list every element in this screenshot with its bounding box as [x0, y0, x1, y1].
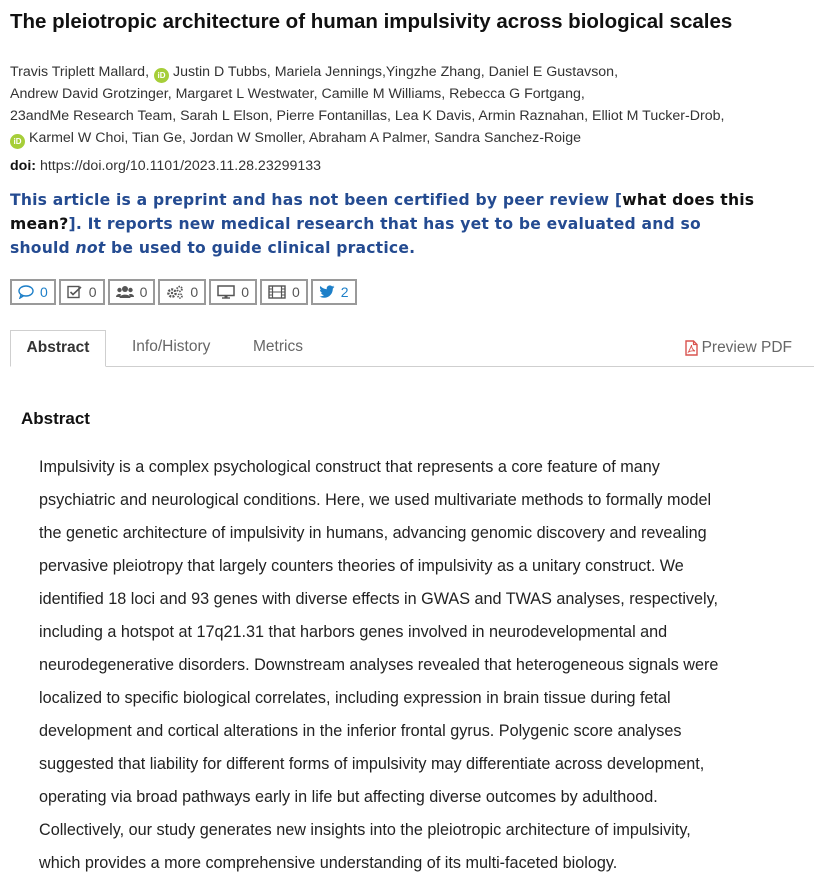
abstract-line: neurodegenerative disorders. Downstream analyses revealed that heterogeneous signals were — [39, 656, 719, 674]
doi — [10, 155, 321, 177]
community-button[interactable] — [108, 279, 156, 305]
checkbox-icon — [67, 285, 83, 299]
abstract-line: Impulsivity is a complex psychological construct that represents a core feature of many — [39, 458, 660, 476]
abstract-line: suggested that liability for different forms of impulsivity may differentiate across development, — [39, 755, 705, 773]
tab-metrics[interactable]: Metrics — [253, 338, 303, 355]
abstract-line: Collectively, our study generates new insights into the pleiotropic architecture of impulsivity, — [39, 821, 691, 839]
abstract-heading: Abstract — [21, 409, 90, 428]
comments-count: 0 — [40, 284, 48, 300]
preview-pdf-button[interactable] — [685, 330, 792, 366]
film-icon — [268, 285, 286, 299]
tab-info-history[interactable]: Info/History — [132, 338, 211, 355]
media-button[interactable] — [209, 279, 257, 305]
abstract-body — [39, 451, 809, 880]
doi-link[interactable]: https://doi.org/10.1101/2023.11.28.23299133 — [39, 158, 322, 174]
pdf-file-icon — [685, 340, 698, 356]
reviews-count: 0 — [88, 284, 97, 300]
video-button[interactable] — [260, 279, 308, 305]
abstract-line: which provides a more comprehensive understanding of its multi-faceted biology. — [39, 854, 618, 872]
community-count: 0 — [139, 284, 148, 300]
article-tabs — [10, 330, 814, 367]
orcid-icon[interactable]: iD — [10, 134, 25, 149]
doi-label: doi: — [10, 158, 36, 174]
notice-text: ]. It reports new medical research that has yet to be evaluated and so — [68, 215, 701, 233]
abstract-line: development and cortical alterations in the inferior frontal gyrus. Polygenic score analyses — [39, 722, 682, 740]
automated-count: 0 — [190, 284, 199, 300]
twitter-count: 2 — [340, 284, 349, 300]
users-icon — [116, 285, 134, 299]
notice-emphasis: not — [75, 239, 106, 257]
orcid-icon[interactable]: iD — [154, 68, 169, 83]
twitter-icon — [319, 285, 335, 299]
author-text[interactable]: Andrew David Grotzinger, Margaret L Westwater, Camille M Williams, Rebecca G Fortgang, — [10, 86, 585, 102]
notice-text: This article is a preprint and has not been certified by peer review [ — [10, 191, 623, 209]
author-text[interactable]: 23andMe Research Team, Sarah L Elson, Pierre Fontanillas, Lea K Davis, Armin Raznahan, Elliot M Tucker-Drob, — [10, 108, 725, 124]
abstract-line: pervasive pleiotropy that largely counters theories of impulsivity as a unitary construct. We — [39, 557, 684, 575]
automated-button[interactable] — [158, 279, 206, 305]
preview-pdf-label: Preview PDF — [701, 339, 792, 356]
author-text[interactable]: Justin D Tubbs, Mariela Jennings,Yingzhe Zhang, Daniel E Gustavson, — [172, 64, 619, 80]
comments-button[interactable] — [10, 279, 56, 305]
article-title: The pleiotropic architecture of human impulsivity across biological scales — [10, 10, 733, 33]
comment-icon — [18, 285, 34, 299]
abstract-line: operating via broad pathways early in life but affecting diverse outcomes by adulthood. — [39, 788, 658, 806]
video-count: 0 — [291, 284, 300, 300]
notice-text: should — [10, 239, 76, 257]
what-does-this-mean-link[interactable]: mean? — [10, 215, 69, 233]
media-count: 0 — [241, 284, 249, 300]
what-does-this-mean-link[interactable]: what does this — [622, 191, 755, 209]
author-text[interactable]: Travis Triplett Mallard, — [10, 64, 150, 80]
abstract-line: localized to specific biological correlates, including expression in brain tissue during fetal — [39, 689, 671, 707]
social-counters — [10, 279, 357, 309]
monitor-icon — [217, 285, 235, 299]
abstract-line: psychiatric and neurological conditions. Here, we used multivariate methods to formally model — [39, 491, 712, 509]
abstract-line: identified 18 loci and 93 genes with diverse effects in GWAS and TWAS analyses, respectively, — [39, 590, 719, 608]
preprint-notice — [10, 188, 816, 260]
author-text[interactable]: Karmel W Choi, Tian Ge, Jordan W Smoller, Abraham A Palmer, Sandra Sanchez-Roige — [29, 130, 581, 146]
tab-abstract[interactable]: Abstract — [10, 330, 106, 367]
author-list — [10, 61, 816, 149]
twitter-button[interactable] — [311, 279, 357, 305]
reviews-button[interactable] — [59, 279, 105, 305]
abstract-line: including a hotspot at 17q21.31 that harbors genes involved in neurodevelopmental and — [39, 623, 668, 641]
gears-icon — [166, 285, 184, 299]
notice-text: be used to guide clinical practice. — [105, 239, 416, 257]
abstract-line: the genetic architecture of impulsivity in humans, advancing genomic discovery and revealing — [39, 524, 707, 542]
